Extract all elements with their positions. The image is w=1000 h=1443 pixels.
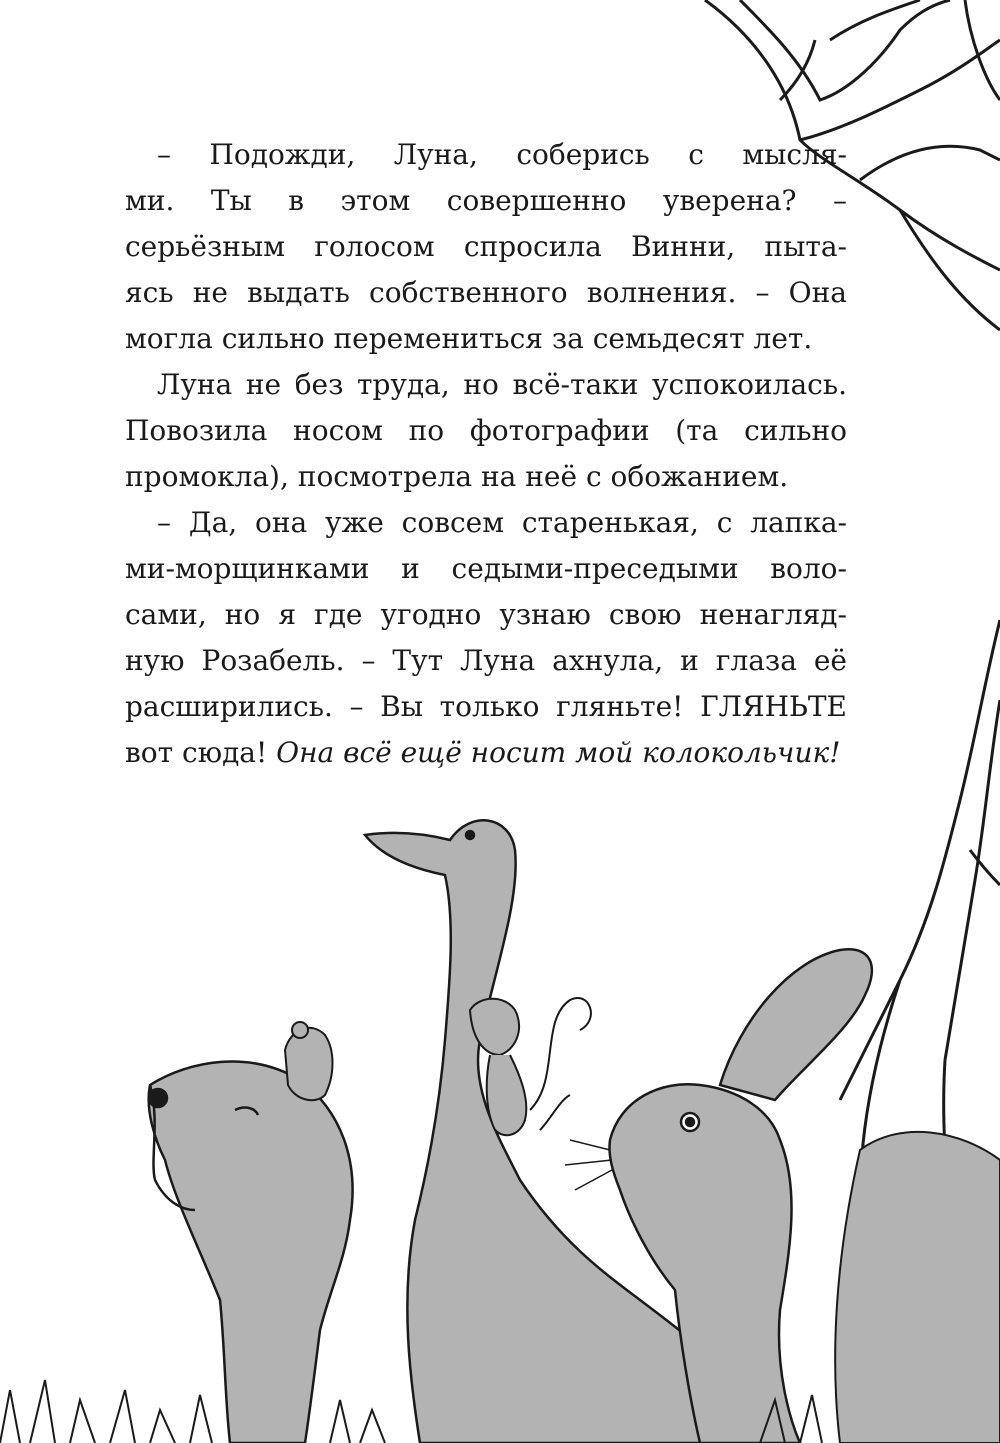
text-line: промокла), посмотрела на неё с обожанием. bbox=[125, 460, 789, 493]
text-regular: вот сюда! bbox=[125, 736, 277, 769]
text-line: ную Розабель. – Тут Луна ахнула, и глаза её bbox=[125, 644, 847, 677]
text-line: Повозила носом по фотографии (та сильно bbox=[125, 414, 847, 447]
text-line: серьёзным голосом спросила Винни, пыта- bbox=[125, 230, 847, 263]
text-line: ми-морщинками и седыми-преседыми воло- bbox=[125, 552, 847, 585]
text-line-final bbox=[125, 730, 847, 776]
text-line: – Да, она уже совсем старенькая, с лапка- bbox=[157, 506, 847, 539]
text-line: расширились. – Вы только гляньте! ГЛЯНЬТЕ bbox=[125, 690, 847, 723]
mouse bbox=[285, 1022, 333, 1100]
text-line: могла сильно перемениться за семьдесят лет. bbox=[125, 322, 813, 355]
text-line: Луна не без труда, но всё-таки успокоилась. bbox=[157, 368, 847, 401]
dog bbox=[149, 1061, 353, 1443]
tree-foliage bbox=[835, 1132, 1000, 1443]
text-line: – Подожди, Луна, соберись с мысля- bbox=[157, 138, 847, 171]
text-line: сами, но я где угодно узнаю свою ненагляд- bbox=[125, 598, 847, 631]
text-italic: Она всё ещё носит мой колокольчик! bbox=[276, 736, 841, 769]
text-line: ясь не выдать собственного волнения. – Она bbox=[125, 276, 847, 309]
story-text bbox=[125, 132, 847, 776]
text-line: ми. Ты в этом совершенно уверена? – bbox=[125, 184, 847, 217]
